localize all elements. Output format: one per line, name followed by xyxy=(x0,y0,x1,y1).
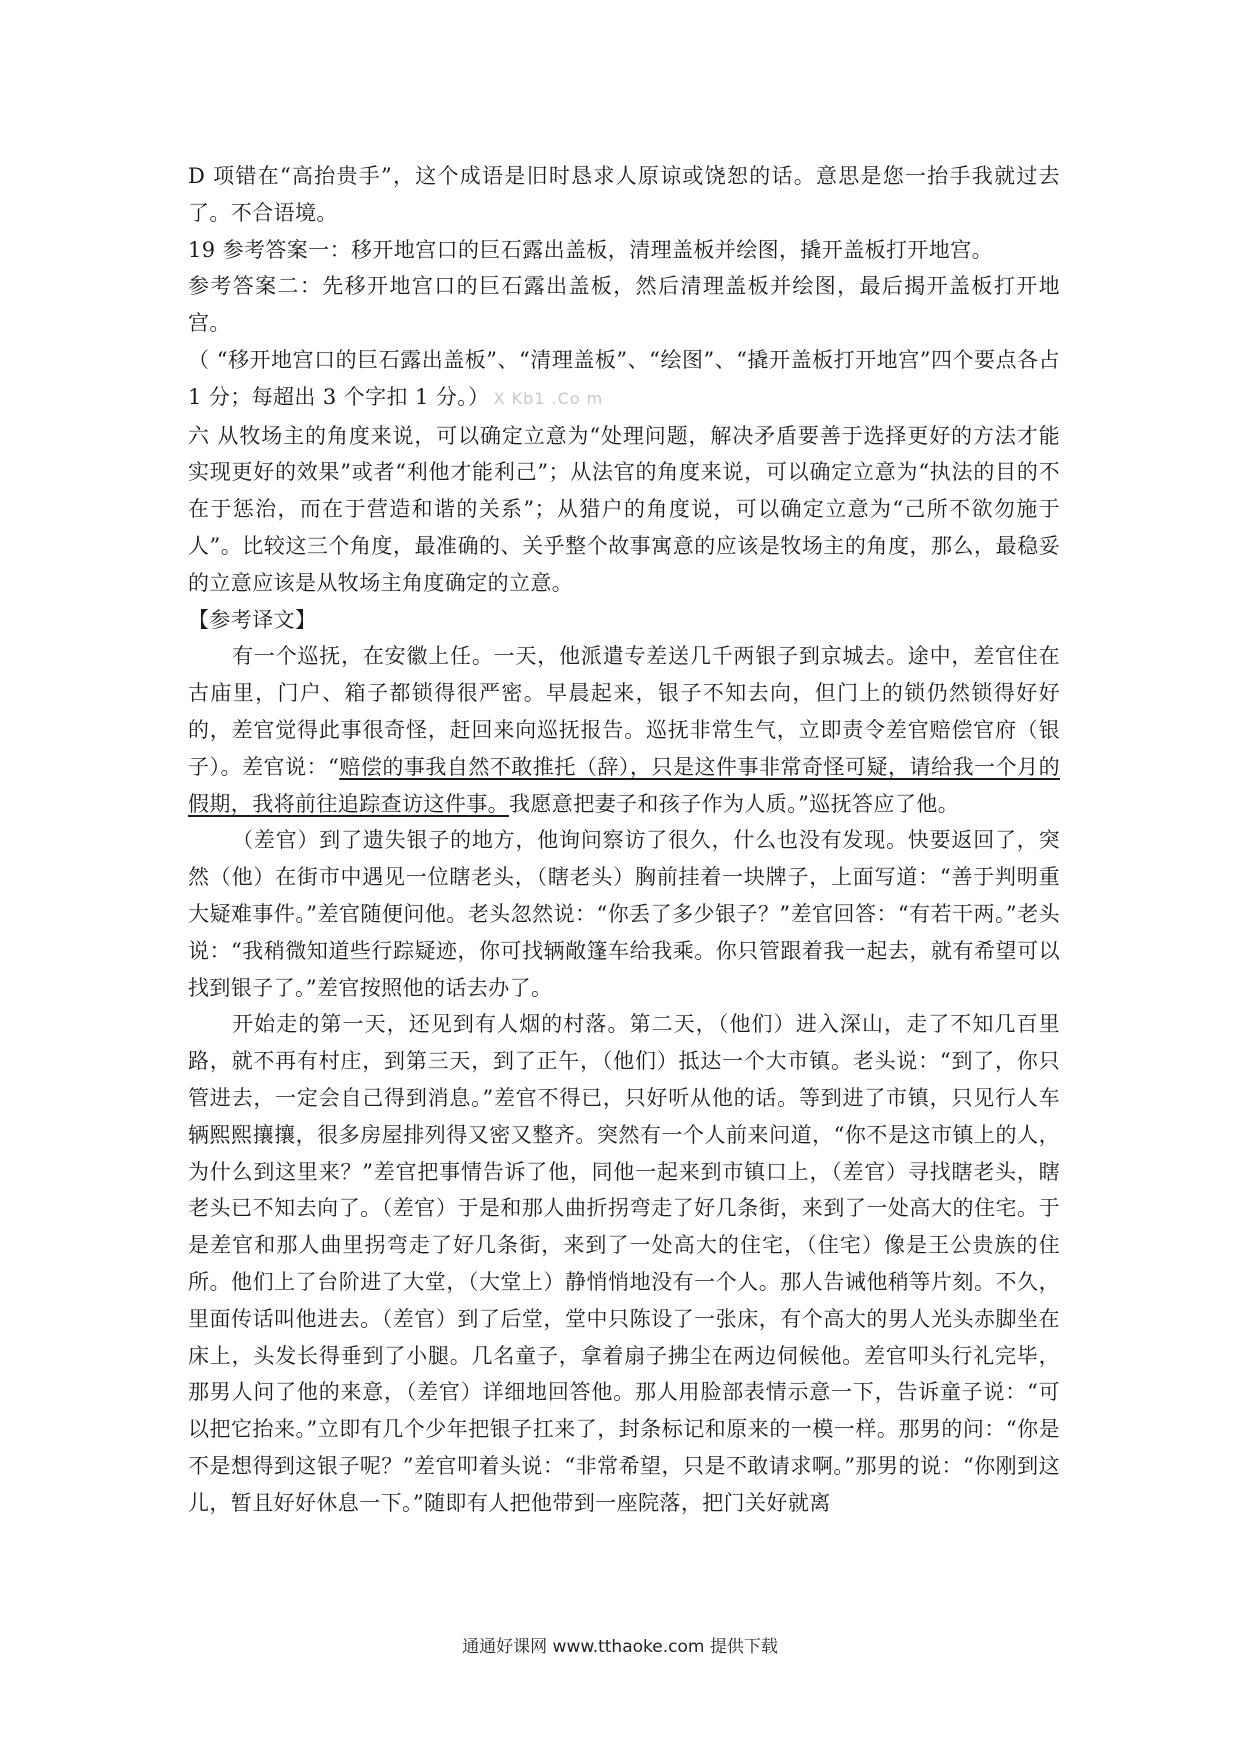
translation-para1-underlined: 赔偿的事我自然不敢推托（辞），只是这件事非常奇怪可疑，请给我一个月的假期，我将前往追踪查访这件事。 xyxy=(188,754,1060,816)
translation-paragraph-1 xyxy=(188,638,1060,822)
answer-19-scoring xyxy=(188,342,1060,418)
translation-para1-lead: 有一个巡抚，在安徽上任。一天，他派遣专差送几千两银子到京城去。途中，差官住在古庙里，门户、箱子都锁得很严密。早晨起来，银子不知去向，但门上的锁仍然锁得好好的，差官觉得此事很奇怪，赶回来向巡抚报告。巡抚非常生气，立即责令差官赔偿官府（银子）。差官说：“ xyxy=(188,644,1060,779)
translation-para1-tail: 我愿意把妻子和孩子作为人质。”巡抚答应了他。 xyxy=(509,791,960,816)
document-body xyxy=(188,158,1060,1521)
answer-19-option-2: 参考答案二：先移开地宫口的巨石露出盖板，然后清理盖板并绘图，最后揭开盖板打开地宫。 xyxy=(188,274,1060,336)
translation-paragraph-3: 开始走的第一天，还见到有人烟的村落。第二天，（他们）进入深山，走了不知几百里路，就不再有村庄，到第三天，到了正午，（他们）抵达一个大市镇。老头说：“到了，你只管进去，一定会自己得到消息。”差官不得已，只好听从他的话。等到进了市镇，只见行人车辆熙熙攘攘，很多房屋排列得又密又整齐。突然有一个人前来问道，“你不是这市镇上的人，为什么到这里来？”差官把事情告诉了他，同他一起来到市镇口上，（差官）寻找瞎老头，瞎老头已不知去向了。（差官）于是和那人曲折拐弯走了好几条街，来到了一处高大的住宅。于是差官和那人曲里拐弯走了好几条街，来到了一处高大的住宅，（住宅）像是王公贵族的住所。他们上了台阶进了大堂，（大堂上）静悄悄地没有一个人。那人告诫他稍等片刻。不久，里面传话叫他进去。（差官）到了后堂，堂中只陈设了一张床，有个高大的男人光头赤脚坐在床上，头发长得垂到了小腿。几名童子，拿着扇子拂尘在两边伺候他。差官叩头行礼完毕，那男人问了他的来意，（差官）详细地回答他。那人用脸部表情示意一下，告诉童子说：“可以把它抬来。”立即有几个少年把银子扛来了，封条标记和原来的一模一样。那男的问：“你是不是想得到这银子呢？”差官叩着头说：“非常希望，只是不敢请求啊。”那男的说：“你刚到这儿，暂且好好休息一下。”随即有人把他带到一座院落，把门关好就离 xyxy=(188,1012,1060,1515)
scoring-text: （ “移开地宫口的巨石露出盖板”、“清理盖板”、“绘图”、“撬开盖板打开地宫”四个要点各占 1 分；每超出 3 个字扣 1 分。） xyxy=(188,347,1060,409)
page-footer: 通通好课网 www.tthaoke.com 提供下载 xyxy=(462,1637,778,1657)
answer-d-note: D 项错在“高抬贵手”，这个成语是旧时恳求人原谅或饶恕的话。意思是您一抬手我就过去了。不合语境。 xyxy=(188,164,1060,225)
translation-heading: 【参考译文】 xyxy=(188,607,317,632)
answer-19-option-1: 19 参考答案一：移开地宫口的巨石露出盖板，清理盖板并绘图，撬开盖板打开地宫。 xyxy=(188,237,993,262)
answer-6-essay: 六 从牧场主的角度来说，可以确定立意为“处理问题，解决矛盾要善于选择更好的方法才能实现更好的效果”或者“利他才能利己”；从法官的角度来说，可以确定立意为“执法的目的不在于惩治，而在于营造和谐的关系”；从猎户的角度说，可以确定立意为“己所不欲勿施于人”。比较这三个角度，最准确的、关乎整个故事寓意的应该是牧场主的角度，那么，最稳妥的立意应该是从牧场主角度确定的立意。 xyxy=(188,423,1060,595)
watermark-text: X Kb1 .Co m xyxy=(493,388,604,408)
translation-paragraph-2: （差官）到了遗失银子的地方，他询问察访了很久，什么也没有发现。快要返回了，突然（他）在街市中遇见一位瞎老头，（瞎老头）胸前挂着一块牌子，上面写道：“善于判明重大疑难事件。”差官随便问他。老头忽然说：“你丢了多少银子？”差官回答：“有若干两。”老头说：“我稍微知道些行踪疑迹，你可找辆敞篷车给我乘。你只管跟着我一起去，就有希望可以找到银子了。”差官按照他的话去办了。 xyxy=(188,828,1060,1000)
